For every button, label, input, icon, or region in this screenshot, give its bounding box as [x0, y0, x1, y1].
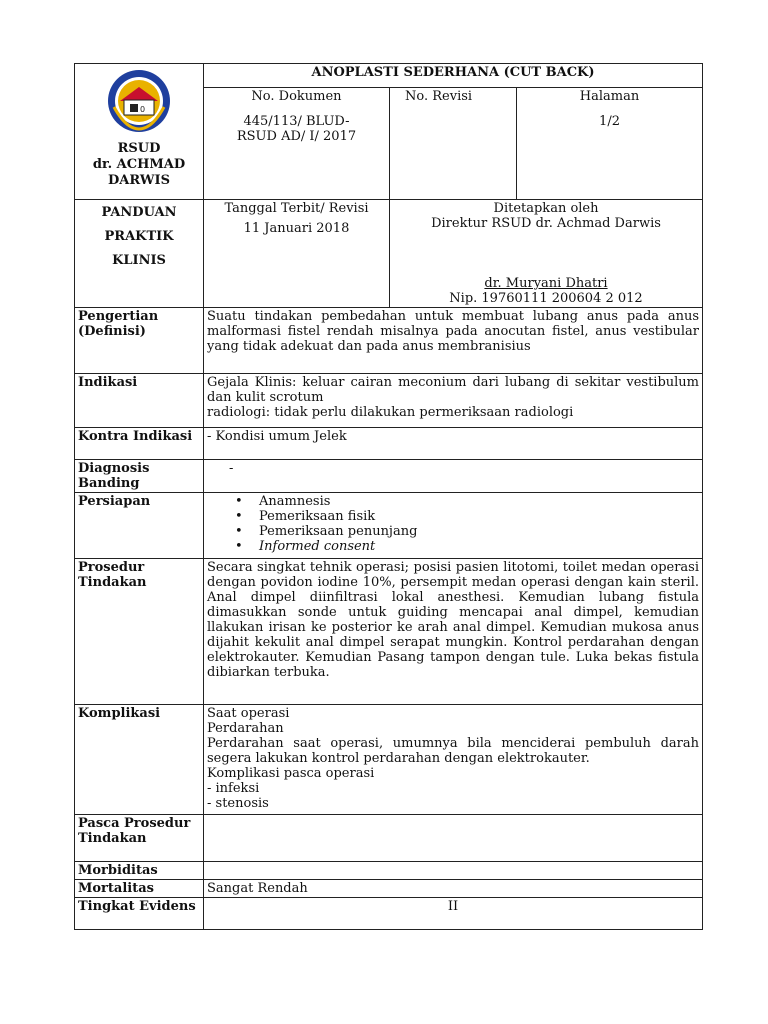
tanggal-value: 11 Januari 2018	[243, 221, 350, 236]
signatory-name: dr. Muryani Dhatri	[484, 276, 608, 291]
list-item: • Informed consent	[235, 539, 699, 554]
list-item: • Anamnesis	[235, 494, 699, 509]
tingkat-text: II	[204, 898, 703, 930]
persiapan-list	[207, 494, 699, 554]
komplikasi-line: - infeksi	[207, 781, 260, 796]
persiapan-cell	[204, 493, 703, 559]
mortalitas-label: Mortalitas	[75, 880, 204, 898]
halaman-value: 1/2	[599, 114, 620, 129]
komplikasi-line: Perdarahan	[207, 721, 284, 736]
prosedur-label: Prosedur Tindakan	[75, 559, 204, 705]
komplikasi-label: Komplikasi	[75, 705, 204, 815]
panduan-cell: PANDUAN PRAKTIK KLINIS	[75, 200, 204, 308]
no-dokumen-value: 445/113/ BLUD-RSUD AD/ I/ 2017	[236, 114, 357, 144]
mortalitas-text: Sangat Rendah	[204, 880, 703, 898]
pengertian-text: Suatu tindakan pembedahan untuk membuat lubang anus pada anus malformasi fistel rendah misalnya pada anocutan fistel, anus vestibular yang tidak adekuat dan pada anus membranisius	[204, 308, 703, 374]
persiapan-label: Persiapan	[75, 493, 204, 559]
no-dokumen-cell	[204, 88, 390, 200]
no-revisi-cell	[390, 88, 517, 200]
logo-cell	[75, 64, 204, 200]
halaman-cell	[517, 88, 703, 200]
indikasi-line: Gejala Klinis: keluar cairan meconium dari lubang di sekitar vestibulum dan kulit scrotum	[207, 375, 700, 405]
sop-table	[74, 63, 703, 930]
tingkat-label: Tingkat Evidens	[75, 898, 204, 930]
kontra-text: - Kondisi umum Jelek	[204, 428, 703, 460]
svg-text:0: 0	[140, 105, 146, 114]
diagnosis-cell	[204, 460, 703, 493]
pasca-label: Pasca Prosedur Tindakan	[75, 815, 204, 862]
list-item: • Pemeriksaan penunjang	[235, 524, 699, 539]
indikasi-cell	[204, 374, 703, 428]
diagnosis-label: Diagnosis Banding	[75, 460, 204, 493]
no-revisi-label: No. Revisi	[405, 89, 473, 104]
no-dokumen-label: No. Dokumen	[251, 89, 342, 104]
ditetapkan-by: Direktur RSUD dr. Achmad Darwis	[431, 216, 661, 231]
prosedur-text: Secara singkat tehnik operasi; posisi pasien litotomi, toilet medan operasi dengan povidon iodine 10%, persempit medan operasi dengan kain steril. Anal dimpel diinfiltrasi lokal anesthesi. Kemudian lubang fistula dimasukkan sonde untuk guiding mencapai anal dimpel, kemudian llakukan irisan ke posterior ke arah anal dimpel. Kemudian mukosa anus dijahit kekulit anal dimpel serapat mungkin. Kontrol perdarahan dengan elektrokauter. Kemudian Pasang tampon dengan tule. Luka bekas fistula dibiarkan terbuka.	[204, 559, 703, 705]
hospital-logo-icon	[106, 67, 172, 135]
pengertian-label: Pengertian (Definisi)	[75, 308, 204, 374]
pasca-text	[204, 815, 703, 862]
komplikasi-line: Perdarahan saat operasi, umumnya bila menciderai pembuluh darah segera lakukan kontrol perdarahan dengan elektrokauter.	[207, 736, 700, 766]
list-item: • Pemeriksaan fisik	[235, 509, 699, 524]
morbiditas-label: Morbiditas	[75, 862, 204, 880]
signatory-nip: Nip. 19760111 200604 2 012	[449, 291, 643, 306]
komplikasi-cell	[204, 705, 703, 815]
sop-document	[74, 63, 702, 930]
ditetapkan-cell	[390, 200, 703, 308]
institution-name: RSUD dr. ACHMAD DARWIS	[92, 141, 186, 188]
komplikasi-line: - stenosis	[207, 796, 269, 811]
ditetapkan-label: Ditetapkan oleh	[493, 201, 599, 216]
indikasi-label: Indikasi	[75, 374, 204, 428]
kontra-label: Kontra Indikasi	[75, 428, 204, 460]
diagnosis-text: -	[229, 461, 234, 476]
morbiditas-text	[204, 862, 703, 880]
halaman-label: Halaman	[579, 89, 640, 104]
document-title: ANOPLASTI SEDERHANA (CUT BACK)	[204, 64, 703, 88]
tanggal-cell	[204, 200, 390, 308]
tanggal-label: Tanggal Terbit/ Revisi	[224, 201, 369, 216]
komplikasi-line: Komplikasi pasca operasi	[207, 766, 375, 781]
indikasi-line: radiologi: tidak perlu dilakukan permeriksaan radiologi	[207, 405, 574, 420]
komplikasi-line: Saat operasi	[207, 706, 290, 721]
